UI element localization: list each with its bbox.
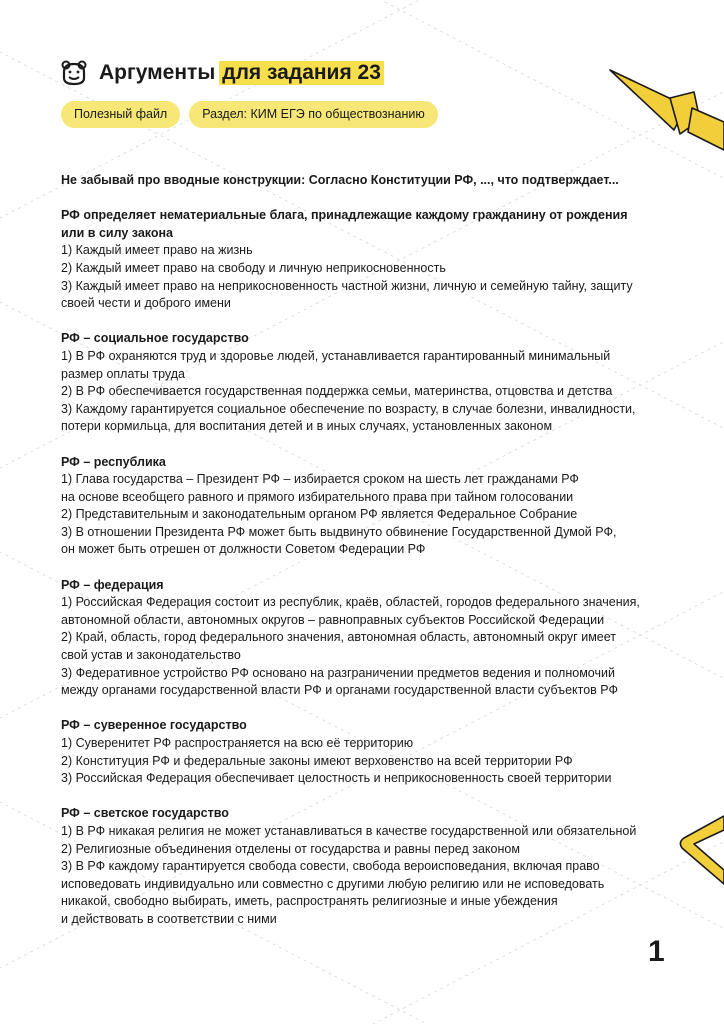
arrow-decoration-top-icon bbox=[608, 68, 724, 163]
section-item: 1) В РФ никакая религия не может устанавливаться в качестве государственной или обязательной bbox=[61, 823, 637, 838]
tag-list bbox=[61, 101, 438, 128]
sections-container bbox=[61, 207, 671, 928]
document-content bbox=[61, 172, 671, 946]
bear-logo-icon bbox=[61, 60, 87, 86]
section-item: 2) Представительным и законодательным органом РФ является Федеральное Собрание bbox=[61, 507, 578, 522]
section-title: РФ – суверенное государство bbox=[61, 718, 247, 733]
section-title: РФ – федерация bbox=[61, 577, 164, 592]
section-item: 1) Суверенитет РФ распространяется на всю её территорию bbox=[61, 736, 414, 750]
page-number: 1 bbox=[648, 935, 665, 968]
title-highlight: для задания 23 bbox=[219, 61, 384, 85]
section-item: 1) Каждый имеет право на жизнь bbox=[61, 243, 253, 258]
section-1 bbox=[61, 207, 671, 313]
section-item: 1) В РФ охраняются труд и здоровье людей, устанавливается гарантированный минимальный размер оплаты труда bbox=[61, 348, 611, 381]
section-item: 1) Российская Федерация состоит из республик, краёв, областей, городов федерального значения, автономной области, автономных округов – равноправных субъектов Российской Федерации bbox=[61, 595, 640, 627]
intro-text: Не забывай про вводные конструкции: Согласно Конституции РФ, ..., что подтверждает... bbox=[61, 173, 619, 187]
section-item: 3) Федеративное устройство РФ основано на разграничении предметов ведения и полномочий между органами государственной власти РФ и органами государственной власти субъектов РФ bbox=[61, 665, 618, 698]
section-2 bbox=[61, 330, 671, 436]
section-item: 2) В РФ обеспечивается государственная поддержка семьи, материнства, отцовства и детства bbox=[61, 384, 613, 399]
section-title: РФ – социальное государство bbox=[61, 331, 249, 346]
section-item: 2) Религиозные объединения отделены от государства и равны перед законом bbox=[61, 841, 520, 856]
section-item: 3) Каждый имеет право на неприкосновенность частной жизни, личную и семейную тайну, защиту своей чести и доброго имени bbox=[61, 278, 633, 311]
section-item: 3) В РФ каждому гарантируется свобода совести, свобода вероисповедания, включая право исповедовать индивидуально или совместно с другими любую религию или не исповедовать никакой, свободно выбирать, иметь, распространять религиозные и иные убеждения и действовать в соответствии с ними bbox=[61, 859, 605, 926]
section-title: РФ определяет нематериальные блага, принадлежащие каждому гражданину от рождения или в силу закона bbox=[61, 208, 628, 240]
header bbox=[61, 60, 384, 86]
arrow-decoration-bottom-icon bbox=[678, 812, 724, 892]
section-item: 1) Глава государства – Президент РФ – избирается сроком на шесть лет гражданами РФ на основе всеобщего равного и прямого избирательного права при тайном голосовании bbox=[61, 472, 579, 504]
tag-useful-file: Полезный файл bbox=[61, 101, 180, 128]
section-item: 2) Каждый имеет право на свободу и личную неприкосновенность bbox=[61, 260, 446, 275]
section-item: 3) Каждому гарантируется социальное обеспечение по возрасту, в случае болезни, инвалидности, потери кормильца, для воспитания детей и в иных случаях, установленных законом bbox=[61, 401, 636, 434]
page-title bbox=[99, 61, 384, 85]
section-title: РФ – светское государство bbox=[61, 806, 229, 821]
title-plain: Аргументы bbox=[99, 61, 216, 84]
section-5 bbox=[61, 717, 671, 787]
section-item: 3) Российская Федерация обеспечивает целостность и неприкосновенность своей территории bbox=[61, 771, 612, 786]
section-3 bbox=[61, 454, 671, 560]
section-item: 2) Конституция РФ и федеральные законы имеют верховенство на всей территории РФ bbox=[61, 753, 573, 768]
section-item: 3) В отношении Президента РФ может быть выдвинуто обвинение Государственной Думой РФ, он может быть отрешен от должности Советом Федерации РФ bbox=[61, 524, 617, 557]
tag-section: Раздел: КИМ ЕГЭ по обществознанию bbox=[189, 101, 438, 128]
section-6 bbox=[61, 805, 671, 928]
section-4 bbox=[61, 577, 671, 700]
section-title: РФ – республика bbox=[61, 454, 166, 469]
section-item: 2) Край, область, город федерального значения, автономная область, автономный округ имеет свой устав и законодательство bbox=[61, 630, 616, 663]
